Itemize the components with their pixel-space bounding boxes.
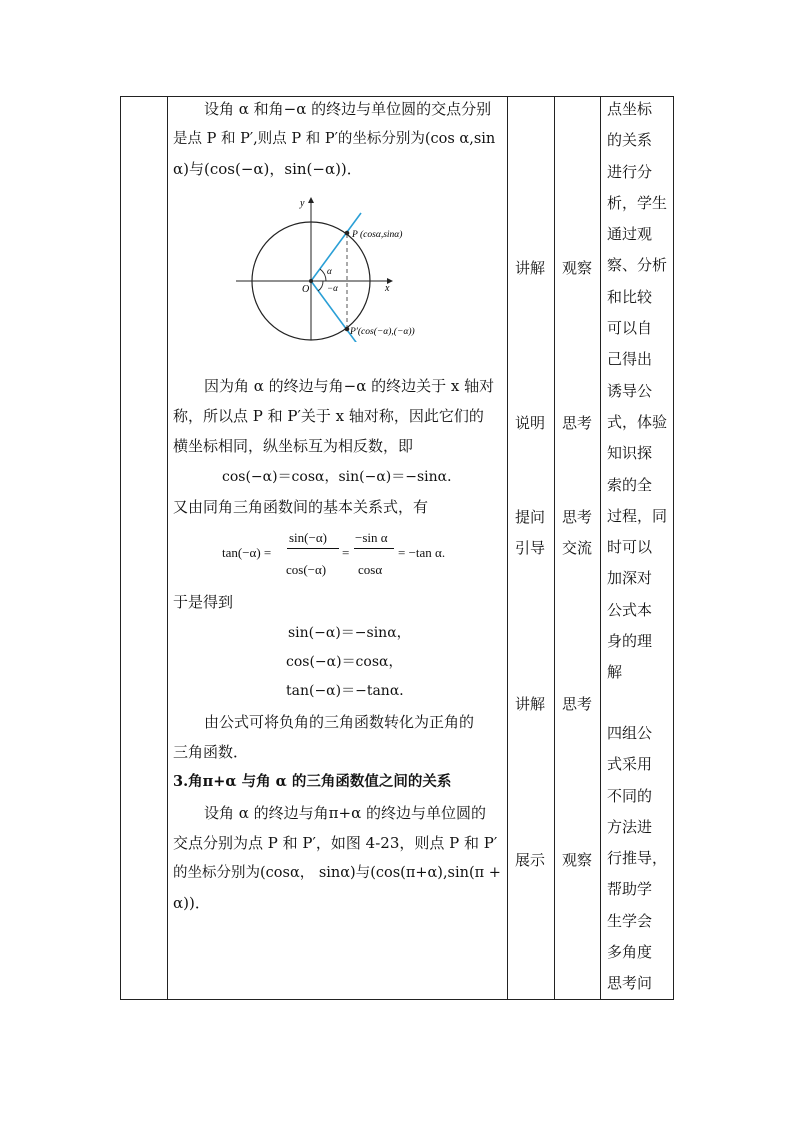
tan-numerator-2: −sin α [355,530,388,545]
activity-cell: 观察 [562,259,593,277]
note-line: 帮助学 [607,880,653,899]
para5-line1: 由公式可将负角的三角函数转化为正角的 [204,713,475,731]
fraction-bar-1 [287,548,339,549]
activity-cell: 思考 [562,508,593,526]
terminal-side-alpha [311,213,361,281]
alpha-label: α [327,266,332,276]
y-axis-label: y [300,198,305,209]
neg-alpha-label: −α [327,283,338,293]
para5-line2: 三角函数． [173,743,249,761]
note-line: 过程，同 [607,506,668,525]
para2-line2: 称，所以点 P 和 P′关于 x 轴对称，因此它们的 [173,407,484,425]
note-line: 和比较 [607,287,653,306]
column-divider [167,97,168,999]
method-cell: 讲解 [515,695,546,713]
note-line: 索的全 [607,475,653,494]
para1-line2: 是点 P 和 P′,则点 P 和 P′的坐标分别为(cos α,sin [173,131,496,147]
method-cell: 展示 [515,851,546,869]
note-line: 诱导公 [607,381,653,400]
note-line: 可以自 [607,319,653,338]
point-P-prime [345,327,350,332]
note-line: 的关系 [607,131,653,150]
formula-cos: cos(−α)＝cosα， [286,654,403,670]
note-line: 式采用 [607,755,653,774]
equals-sign: = [342,545,350,560]
note-line: 察、分析 [607,256,668,275]
design-notes-a [607,94,673,689]
point-P [345,231,350,236]
note-line: 通过观 [607,225,653,244]
para2-line3: 横坐标相同，纵坐标互为相反数，即 [173,437,414,455]
activity-cell: 交流 [562,539,593,557]
tan-rhs: = −tan α. [398,545,446,560]
origin-label: O [302,284,310,295]
note-line: 知识探 [607,444,653,463]
method-cell: 讲解 [515,259,546,277]
note-line: 四组公 [607,724,653,742]
column-divider [554,97,555,999]
tan-lhs: tan(−α) = [222,545,272,560]
method-cell: 说明 [515,414,546,432]
alpha-arc [320,269,326,281]
P-prime-label: P′(cos(−α),(−α)) [350,327,415,337]
note-line: 身的理 [607,632,653,651]
activity-cell: 观察 [562,851,593,869]
column-divider [600,97,601,999]
neg-alpha-arc [318,281,323,291]
section-heading-3: 3.角π+α 与角 α 的三角函数值之间的关系 [173,773,452,790]
origin-point [309,279,313,283]
para6-line1: 设角 α 的终边与角π+α 的终边与单位圆的 [204,804,486,822]
note-line: 生学会 [607,911,653,930]
note-line: 行推导， [607,849,668,868]
tan-numerator-1: sin(−α) [289,530,327,545]
para6-line4: α))． [173,894,210,912]
activity-cell: 思考 [562,695,593,713]
tan-denominator-2: cosα [358,562,383,577]
method-cell: 提问 [515,508,546,526]
note-line: 式，体验 [607,412,668,431]
note-line: 时可以 [607,538,653,557]
note-line: 方法进 [607,817,653,836]
formula-tan: tan(−α)＝−tanα． [286,683,414,699]
x-axis-label: x [385,283,390,294]
para2-line1: 因为角 α 的终边与角−α 的终边关于 x 轴对 [204,377,495,395]
activity-cell: 思考 [562,414,593,432]
para6-line3: 的坐标分别为(cosα， sinα)与(cos(π+α),sin(π + [173,865,501,881]
equation-sin-cos-neg: cos(−α)＝cosα，sin(−α)＝−sinα． [222,469,462,485]
design-notes-b [607,718,673,1000]
formula-sin: sin(−α)＝−sinα， [288,625,411,641]
unit-circle-figure [230,192,440,342]
column-divider [507,97,508,999]
note-line: 多角度 [607,943,653,962]
note-line: 析，学生 [607,193,668,212]
note-line: 进行分 [607,162,653,181]
P-label: P (cosα,sinα) [352,230,403,240]
note-line: 解 [607,663,623,682]
note-line: 公式本 [607,600,653,619]
note-line: 不同的 [607,786,653,805]
para4: 于是得到 [173,593,234,611]
para6-line2: 交点分别为点 P 和 P′，如图 4-23，则点 P 和 P′ [173,834,498,852]
para3: 又由同角三角函数间的基本关系式，有 [173,498,429,516]
note-line: 思考问 [607,974,653,993]
method-cell: 引导 [515,539,546,557]
para1-line3: α)与(cos(−α)，sin(−α))． [173,160,362,178]
note-line: 点坐标 [607,100,653,118]
para1-line1: 设角 α 和角−α 的终边与单位圆的交点分别 [204,100,492,118]
note-line: 己得出 [607,350,653,369]
fraction-bar-2 [354,548,394,549]
tan-denominator-1: cos(−α) [286,562,327,577]
note-line: 加深对 [607,569,653,588]
